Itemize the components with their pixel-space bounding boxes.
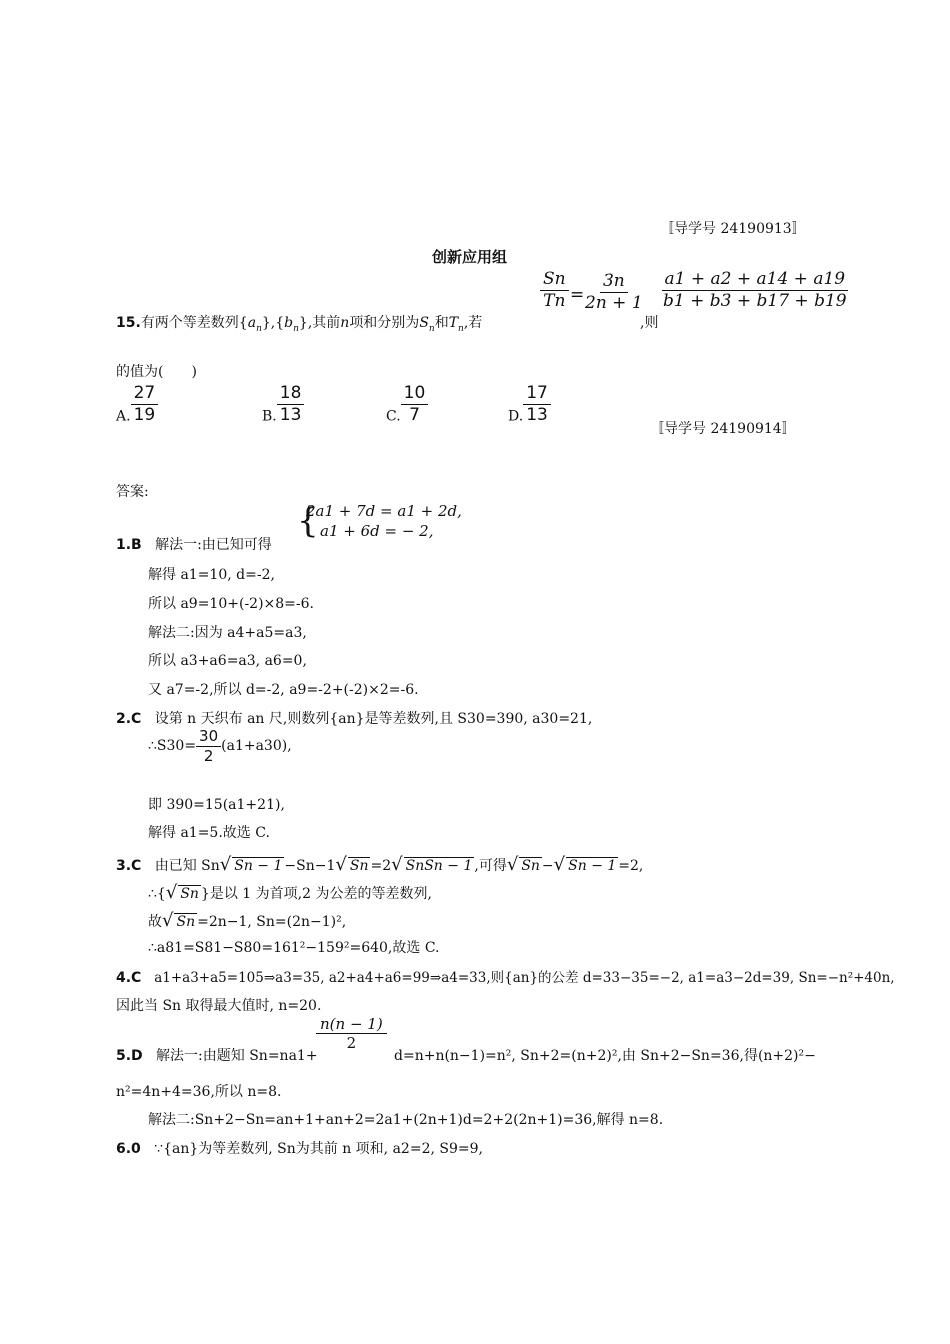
sqrt-sign: √ (553, 854, 566, 875)
option-a[interactable] (116, 384, 158, 424)
question-number: 15. (116, 315, 141, 331)
sqrt-sign: √ (165, 882, 178, 903)
var-S: S (419, 315, 429, 331)
answer-3-line-2 (148, 882, 432, 903)
frac-den: b1 + b3 + b17 + b19 (663, 290, 847, 311)
sqrt-sign: √ (506, 854, 519, 875)
sub-n: n (256, 323, 262, 334)
frac-num: 3n (600, 272, 628, 293)
sub-n: n (428, 323, 435, 334)
answer-2-line-3: 即 390=15(a1+21), (148, 797, 285, 813)
answer-3-line-1 (116, 854, 643, 875)
section-title: 创新应用组 (432, 248, 508, 266)
answer-6-line-1 (116, 1138, 483, 1158)
frac-den: 2 (203, 746, 214, 765)
answer-1-intro (116, 534, 272, 554)
answer-number: 3.C (116, 858, 142, 874)
sqrt-sign: √ (391, 854, 403, 875)
target-fraction (660, 270, 850, 310)
option-label: A. (116, 408, 131, 425)
option-label: D. (508, 408, 524, 425)
answer-text: (a1+a30), (221, 738, 292, 754)
var-b: b (284, 315, 294, 331)
question-tail: 的值为( ) (116, 364, 197, 380)
system-brace: { (297, 501, 319, 541)
answer-text: 解法一:由题知 Sn=na1+ (156, 1048, 318, 1064)
var-n: n (340, 315, 350, 331)
answer-5-line-1 (116, 1045, 318, 1065)
answer-text: =2n−1, Sn=(2n−1)², (197, 914, 347, 930)
answer-number: 4.C (116, 970, 142, 986)
answer-text: a1+a3+a5=105⇒a3=35, a2+a4+a6=99⇒a4=33,则{an}的公差 d=33−35=−2, a1=a3−2d=39, Sn=−n²+40n, (154, 970, 895, 986)
answer-number: 1.B (116, 537, 142, 553)
option-label: C. (386, 408, 401, 425)
frac-num: a1 + a2 + a14 + a19 (662, 270, 849, 291)
answer-text: − (541, 858, 554, 874)
answer-number: 6.0 (116, 1141, 141, 1157)
sqrt-content: Sn − 1 (234, 858, 283, 874)
option-num: 27 (131, 384, 159, 405)
answer-text: 故 (148, 914, 162, 930)
answer-text: }是以 1 为首项,2 为公差的等差数列, (200, 886, 432, 902)
ratio-fraction-2 (582, 272, 646, 312)
option-den: 13 (279, 404, 302, 425)
option-c[interactable] (386, 384, 428, 424)
system-eq-1: 2a1 + 7d = a1 + 2d, (306, 502, 462, 520)
question-text: ,若 (463, 315, 483, 331)
answer-text: 解法一:由已知可得 (155, 537, 272, 553)
sqrt-content: Sn (176, 914, 196, 930)
answer-5-line-3: 解法二:Sn+2−Sn=an+1+an+2=2a1+(2n+1)d=2+2(2n+1)=36,解得 n=8. (148, 1112, 664, 1128)
answer-number: 5.D (116, 1048, 143, 1064)
question-15-line (116, 312, 482, 334)
answer-2-line-4: 解得 a1=5.故选 C. (148, 825, 270, 841)
answer-3-line-3 (148, 910, 346, 931)
option-num: 17 (523, 384, 551, 405)
answer-5-line-2: n²=4n+4=36,所以 n=8. (116, 1084, 282, 1100)
answer-1-line-3: 解法二:因为 a4+a5=a3, (148, 625, 307, 641)
punct: },{ (261, 315, 285, 331)
sqrt-content: Sn (180, 886, 199, 902)
answer-text: 设第 n 天织布 an 尺,则数列{an}是等差数列,且 S30=390, a30=21, (154, 711, 593, 727)
option-b[interactable] (262, 384, 304, 424)
answer-1-line-5: 又 a7=-2,所以 d=-2, a9=-2+(-2)×2=-6. (148, 682, 419, 698)
ratio-fraction-1 (540, 270, 569, 310)
answer-4-line-1 (116, 966, 895, 986)
option-d[interactable] (508, 384, 551, 424)
var-T: T (448, 315, 459, 331)
option-num: 18 (277, 384, 305, 405)
frac-den: Tn (543, 290, 566, 311)
reference-number-2: 〚导学号 24190914〛 (650, 421, 796, 437)
answer-text: −Sn−1 (284, 858, 336, 874)
sqrt-content: Sn − 1 (568, 858, 617, 874)
answer-4-line-2: 因此当 Sn 取得最大值时, n=20. (116, 998, 322, 1014)
sqrt-content: Sn (349, 858, 369, 874)
option-den: 7 (409, 404, 420, 425)
answer-5-fraction (316, 1016, 387, 1051)
sqrt-sign: √ (219, 854, 232, 875)
sqrt-sign: √ (335, 854, 347, 875)
sub-n: n (293, 323, 299, 334)
answer-text: ,可得 (474, 858, 507, 874)
frac-den: 2n + 1 (585, 292, 643, 313)
reference-number-1: 〚导学号 24190913〛 (660, 221, 806, 237)
sqrt-content: Sn (521, 858, 540, 874)
answer-1-line-2: 所以 a9=10+(-2)×8=-6. (148, 596, 314, 612)
answer-text: ∴S30= (148, 738, 197, 754)
frac-den: 2 (346, 1033, 357, 1052)
question-text: 有两个等差数列{ (140, 315, 248, 331)
answer-text: 由已知 Sn (154, 858, 220, 874)
option-den: 13 (526, 404, 548, 425)
answer-5-line-1b: d=n+n(n−1)=n², Sn+2=(n+2)²,由 Sn+2−Sn=36,得(n+2)²− (394, 1048, 816, 1064)
ze-text: ,则 (640, 315, 659, 331)
question-text: 项和分别为 (349, 315, 420, 331)
answer-text: =2, (618, 858, 644, 874)
question-text: },其前 (298, 315, 341, 331)
option-label: B. (262, 408, 277, 425)
sqrt-sign: √ (162, 910, 174, 931)
frac-num: n(n − 1) (316, 1016, 387, 1034)
answer-number: 2.C (116, 711, 142, 727)
sub-n: n (458, 323, 464, 334)
answer-3-line-4: ∴a81=S81−S80=161²−159²=640,故选 C. (148, 940, 440, 956)
answer-1-line-4: 所以 a3+a6=a3, a6=0, (148, 653, 307, 669)
sqrt-content: SnSn − 1 (405, 858, 473, 874)
system-eq-2: a1 + 6d = − 2, (320, 522, 434, 540)
frac-num: Sn (540, 270, 569, 291)
answer-text: =2 (370, 858, 392, 874)
option-num: 10 (401, 384, 429, 405)
var-a: a (247, 315, 257, 331)
answer-2-line-1 (116, 708, 592, 728)
answer-2-line-2 (148, 728, 292, 764)
answer-text: ∵{an}为等差数列, Sn为其前 n 项和, a2=2, S9=9, (154, 1141, 483, 1157)
question-text: 和 (434, 315, 449, 331)
equals-sign: = (570, 285, 585, 305)
frac-num: 30 (196, 728, 221, 747)
answer-1-line-1: 解得 a1=10, d=-2, (148, 567, 275, 583)
option-den: 19 (133, 404, 156, 425)
answer-text: ∴{ (148, 886, 166, 902)
answers-title: 答案: (116, 484, 149, 500)
